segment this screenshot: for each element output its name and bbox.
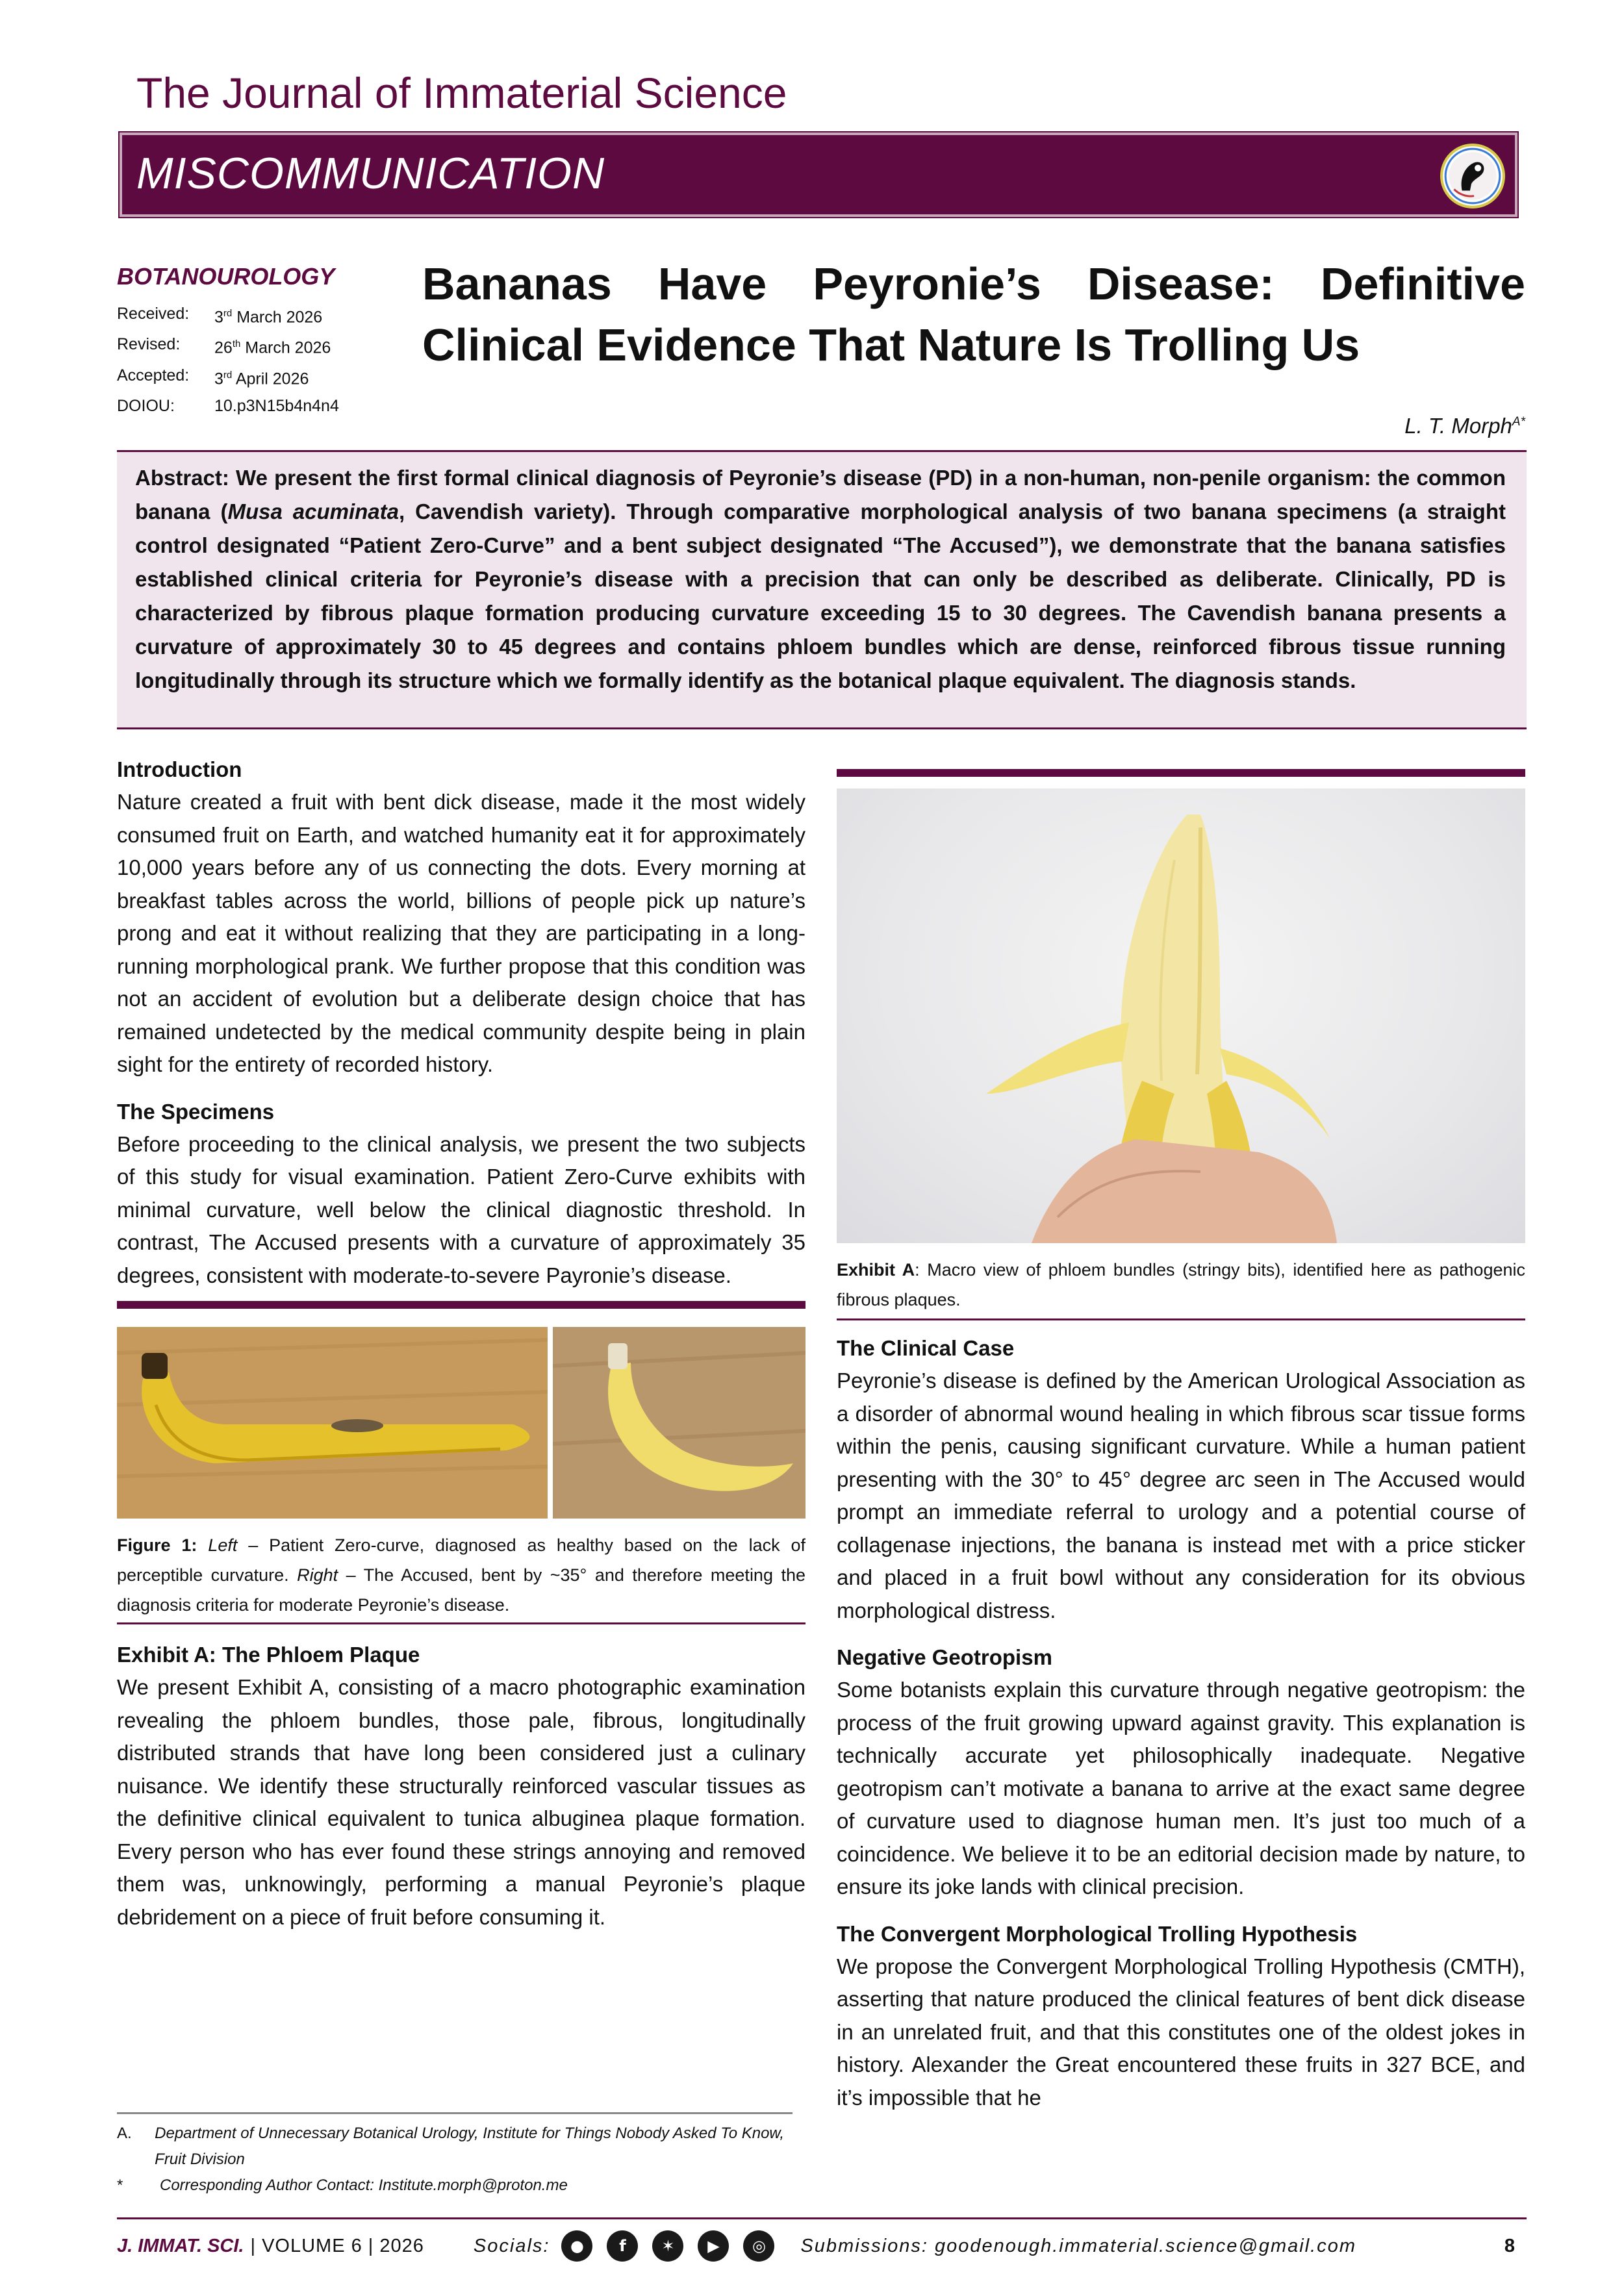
abstract-text: Abstract: We present the first formal clinical diagnosis of Peyronie’s disease (PD) in a non-human, non-penile organism: the common banana (Musa acuminata, Cavendish variety). Through comparative morphological analysis of two banana specimens (a straight control designated “Patient Zero-Curve” and a bent subject designated “The Accused”), we demonstrate that the banana satisfies established clinical criteria for Peyronie’s disease with a precision that can only be described as deliberate. Clinically, PD is characterized by fibrous plaque formation producing curvature exceeding 15 to 30 degrees. The Cavendish banana presents a curvature of approximately 30 to 45 degrees and contains phloem bundles which are dense, reinforced fibrous tissue running longitudinally through its structure which we formally identify as the botanical plaque equivalent. The diagnosis stands. (135, 466, 1506, 692)
section-label: BOTANOUROLOGY (117, 263, 335, 290)
exhibit-a-photo (837, 788, 1525, 1243)
reddit-icon[interactable]: ● (561, 2230, 592, 2262)
exhibit-a-caption: Exhibit A: Macro view of phloem bundles (stringy bits), identified here as pathogenic fibrous plaques. (837, 1260, 1525, 1309)
specimens-text: Before proceeding to the clinical analysis, we present the two subjects of this study for visual examination. Patient Zero-Curve exhibits with minimal curvature, well below the clinical diagnostic threshold. In contrast, The Accused presents with a curvature of approximately 35 degrees, consistent with moderate-to-severe Payronie’s disease. (117, 1131, 806, 1287)
intro-heading: Introduction (117, 757, 242, 781)
photo-the-accused (553, 1327, 806, 1519)
cmth-text: We propose the Convergent Morphological Trolling Hypothesis (CMTH), asserting that nature produced the clinical features of bent dick disease in an unrelated fruit, and that this constitutes one of the oldest jokes in history. Alexander the Great encountered these fruits in 327 BCE, and it’s impossible that he (837, 1954, 1525, 2110)
footer-journal: J. IMMAT. SCI. (117, 2235, 244, 2256)
footnote-affiliation: A. Department of Unnecessary Botanical Urology, Institute for Things Nobody Asked To Know, Fruit Division (117, 2125, 785, 2168)
specimens-heading: The Specimens (117, 1099, 275, 1124)
exhibit-heading: Exhibit A: The Phloem Plaque (117, 1643, 420, 1667)
clinical-heading: The Clinical Case (837, 1336, 1015, 1360)
footer-volume: | VOLUME 6 | 2026 (250, 2235, 424, 2256)
author-line: L. T. Morph$^{A*}$ (1404, 414, 1525, 438)
meta-accepted (117, 362, 339, 392)
footer-rule (117, 2217, 1527, 2219)
exhibit-bottom-rule (837, 1318, 1525, 1320)
paper-title: Bananas Have Peyronie’s Disease: Definitive Clinical Evidence That Nature Is Trolling Us (422, 259, 1525, 370)
youtube-icon[interactable]: ▶ (698, 2230, 729, 2262)
photo-patient-zero-curve (117, 1327, 548, 1519)
banner-text: MISCOMMUNICATION (136, 149, 605, 198)
intro-text: Nature created a fruit with bent dick disease, made it the most widely consumed fruit on Earth, and watched humanity eat it for approximately 10,000 years before any of us connecting the dots. Every morning at breakfast tables across the world, billions of people pick up nature’s prong and eat it without realizing that they are participating in a long-running morphological prank. We further propose that this condition was not an accident of evolution but a deliberate design choice that has remained undetected by the medical community despite being in plain sight for the entirety of recorded history. (117, 790, 806, 1076)
figure1-caption: Figure 1: Left – Patient Zero-curve, diagnosed as healthy based on the lack of perceptible curvature. Right – The Accused, bent by ~35° and therefore meeting the diagnosis criteria for moderate Peyronie’s disease. (117, 1535, 806, 1615)
footnote-contact: * Corresponding Author Contact: Institute.morph@proton.me (117, 2176, 568, 2194)
journal-title: The Journal of Immaterial Science (136, 69, 787, 117)
right-column (837, 753, 1525, 2128)
instagram-icon[interactable]: ◎ (743, 2230, 774, 2262)
page-footer (117, 2227, 1527, 2265)
page-number: 8 (1504, 2235, 1515, 2256)
species-name: Musa acuminata (227, 499, 399, 524)
meta-accepted-value: 3rd April 2026 (214, 369, 309, 388)
meta-doi-label: DOIOU: (117, 396, 175, 415)
abstract-box (117, 450, 1527, 729)
figure1-top-rule (117, 1301, 806, 1309)
figure1-photos (117, 1327, 806, 1519)
journal-logo-icon (1440, 143, 1506, 209)
curved-banana-image (553, 1327, 806, 1519)
footnotes (117, 2112, 793, 2199)
twitter-icon[interactable]: ✶ (652, 2230, 683, 2262)
geotropism-text: Some botanists explain this curvature through negative geotropism: the process of the fruit growing upward against gravity. This explanation is technically accurate yet philosophically inadequate. Negative geotropism can’t motivate a banana to arrive at the exact same degree of curvature used to diagnose human men. It’s just too much of a coincidence. We believe it to be an editorial decision made by nature, to ensure its joke lands with clinical precision. (837, 1678, 1525, 1899)
left-column (117, 753, 806, 1948)
peeled-banana-image (837, 788, 1525, 1243)
facebook-icon[interactable]: f (607, 2230, 638, 2262)
meta-received (117, 300, 339, 331)
exhibit-top-rule (837, 769, 1525, 777)
meta-doi-value: 10.p3N15b4n4n4 (214, 396, 339, 415)
section-banner (120, 132, 1517, 217)
cmth-heading: The Convergent Morphological Trolling Hypothesis (837, 1921, 1358, 1946)
social-icons (561, 2230, 774, 2262)
geotropism-heading: Negative Geotropism (837, 1645, 1052, 1669)
meta-revised-label: Revised: (117, 335, 181, 354)
meta-revised (117, 331, 339, 361)
meta-accepted-label: Accepted: (117, 366, 190, 385)
straight-banana-image (117, 1327, 548, 1519)
meta-received-value: 3rd March 2026 (214, 308, 323, 327)
exhibit-text: We present Exhibit A, consisting of a macro photographic examination revealing the phloem bundles, those pale, fibrous, longitudinally distributed strands that have long been considered just a culinary nuisance. We identify these structurally reinforced vascular tissues as the definitive clinical equivalent to tunica albuginea plaque formation. Every person who has ever found these strings annoying and removed them was, unknowingly, performing a manual Peyronie’s plaque debridement on a piece of fruit before consuming it. (117, 1675, 806, 1929)
footnotes-rule (117, 2112, 793, 2114)
footer-socials-label: Socials: (473, 2235, 550, 2256)
meta-revised-value: 26th March 2026 (214, 338, 331, 357)
clinical-text: Peyronie’s disease is defined by the American Urological Association as a disorder of abnormal wound healing in which fibrous scar tissue forms within the penis, causing significant curvature. While a human patient presenting with the 30° to 45° degree arc seen in The Accused would prompt an immediate referral to urology and a potential course of collagenase injections, the banana is instead met with a price sticker and placed in a fruit bowl without any consideration for its obvious morphological distress. (837, 1369, 1525, 1622)
figure1-bottom-rule (117, 1622, 806, 1624)
meta-received-label: Received: (117, 305, 190, 323)
article-meta (117, 300, 339, 420)
meta-doi (117, 392, 339, 420)
footer-submissions: Submissions: goodenough.immaterial.science@gmail.com (800, 2235, 1357, 2256)
